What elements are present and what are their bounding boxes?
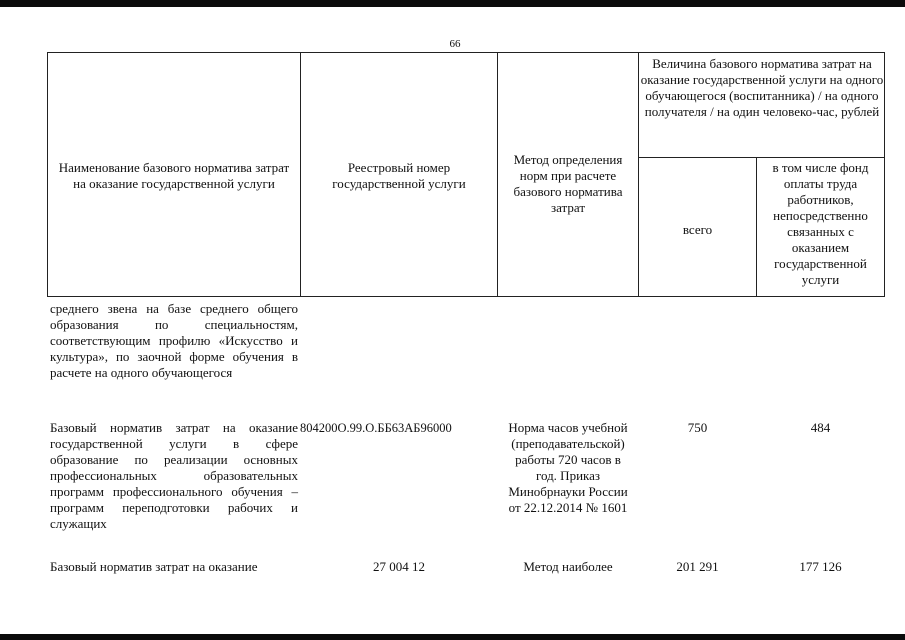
header-fund-subcolumn: в том числе фонд оплаты труда работников, непосредственно связанных с оказанием государственной услуги — [772, 160, 869, 287]
bottom-scan-border — [0, 634, 905, 640]
page-number: 66 — [449, 38, 461, 50]
header-col-line-1 — [300, 52, 301, 297]
row-3-method: Метод наиболее — [523, 559, 613, 574]
header-value-group: Величина базового норматива затрат на оказание государственной услуги на одного обучающегося (воспитанника) / на одного получателя / на один человеко-час, рублей — [640, 56, 884, 119]
header-bottom-border — [47, 296, 885, 297]
header-name-column: Наименование базового норматива затрат на оказание государственной услуги — [58, 160, 290, 191]
row-3-total: 201 291 — [676, 559, 719, 574]
row-3-registry: 27 004 12 — [373, 559, 425, 574]
header-col-line-3 — [638, 52, 639, 297]
row-3-name: Базовый норматив затрат на оказание — [50, 559, 258, 574]
header-col-line-0 — [47, 52, 48, 297]
row-2-total: 750 — [687, 420, 708, 435]
header-top-border — [47, 52, 885, 53]
header-group-divider — [638, 157, 885, 158]
header-col-line-2 — [497, 52, 498, 297]
row-1-name: среднего звена на базе среднего общего образования по специальностям, соответствующим профилю «Искусство и культура», по заочной форме обучения в расчете на одного обучающегося — [50, 301, 298, 380]
row-2-method: Норма часов учебной (преподавательской) работы 720 часов в год. Приказ Минобрнауки России от 22.12.2014 № 1601 — [508, 420, 628, 515]
row-3-fund: 177 126 — [799, 559, 842, 574]
top-scan-border — [0, 0, 905, 7]
header-col-line-5 — [884, 52, 885, 297]
header-method-column: Метод определения норм при расчете базового норматива затрат — [513, 152, 623, 215]
row-2-name: Базовый норматив затрат на оказание государственной услуги в сфере образование по реализации основных профессиональных образовательных программ профессионального обучения – программ переподготовки рабочих и служащих — [50, 420, 298, 531]
row-2-fund: 484 — [810, 420, 831, 435]
header-total-subcolumn: всего — [682, 222, 713, 237]
header-col-line-4 — [756, 157, 757, 297]
header-registry-column: Реестровый номер государственной услуги — [332, 160, 466, 191]
row-2-registry: 804200О.99.О.ББ63АБ96000 — [300, 421, 452, 435]
